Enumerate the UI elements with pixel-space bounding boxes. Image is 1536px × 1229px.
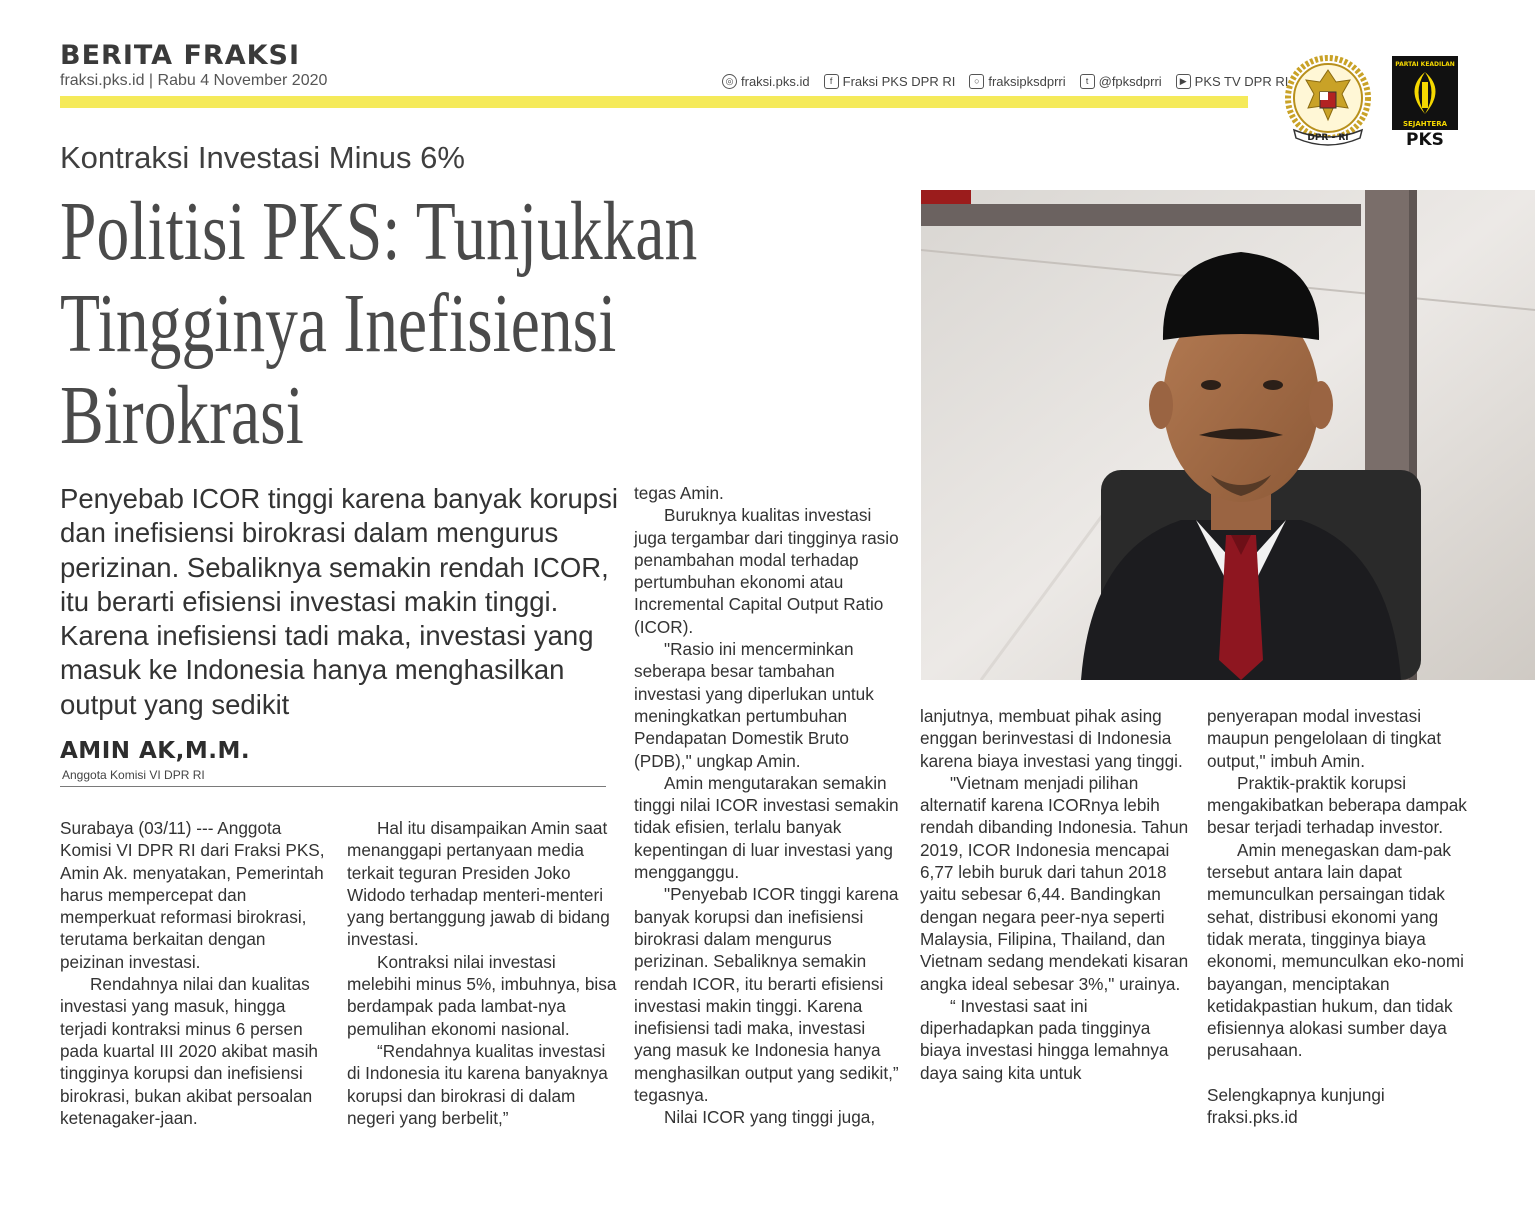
kicker: Kontraksi Investasi Minus 6% [60,140,465,175]
social-label: fraksi.pks.id [741,74,810,89]
brand-title: BERITA FRAKSI [60,40,301,71]
paragraph: Buruknya kualitas investasi juga tergambar dari tingginya rasio penambahan modal terhadap pertumbuhan ekonomi atau Incremental Capital Output Ratio (ICOR). [634,505,899,637]
read-more-link[interactable]: Selengkapnya kunjungi fraksi.pks.id [1207,1084,1385,1128]
portrait-photo [921,190,1535,680]
globe-icon: ◎ [722,74,737,89]
social-facebook[interactable] [824,74,956,89]
paragraph: “Rendahnya kualitas investasi di Indonesia itu karena banyaknya korupsi dan birokrasi di dalam negeri yang berbelit,” [347,1040,608,1128]
paragraph: Amin mengutarakan semakin tinggi nilai ICOR investasi semakin tidak efisien, terlalu banyak kepentingan di luar investasi yang mengganggu. [634,772,899,883]
article-column-2 [347,817,617,1129]
headline-line: Tingginya Inefisiensi [60,277,617,370]
twitter-icon: t [1080,74,1095,89]
author-name: AMIN AK,M.M. [60,738,251,764]
headline-line: Birokrasi [60,369,304,462]
article-column-3 [634,482,904,1129]
pks-logo-bottom: PKS [1406,130,1444,148]
social-web[interactable] [722,74,810,89]
divider [60,786,606,787]
paragraph: "Rasio ini mencerminkan seberapa besar tambahan investasi yang diperlukan untuk meningkatkan pertumbuhan Pendapatan Domestik Bruto (PDB)," ungkap Amin. [634,639,874,771]
paragraph: Surabaya (03/11) --- Anggota Komisi VI DPR RI dari Fraksi PKS, Amin Ak. menyatakan, Pemerintah harus mempercepat dan memperkuat reformasi birokrasi, terutama berkaitan dengan peizinan investasi. [60,818,325,972]
instagram-icon: ○ [969,74,984,89]
dateline: fraksi.pks.id | Rabu 4 November 2020 [60,72,328,89]
paragraph: “ Investasi saat ini diperhadapkan pada tingginya biaya investasi hingga lemahnya daya saing kita untuk [920,995,1169,1083]
pks-logo-mid: SEJAHTERA [1402,120,1448,128]
paragraph: tegas Amin. [634,483,724,503]
paragraph: Amin menegaskan dam-pak tersebut antara lain dapat memunculkan persaingan tidak sehat, distribusi ekonomi yang tidak merata, tingginya biaya ekonomi, memunculkan eko-nomi bayangan, menciptakan ketidakpastian hukum, dan tidak efisiennya alokasi sumber daya perusahaan. [1207,839,1464,1061]
social-label: @fpksdprri [1098,74,1162,89]
author-role: Anggota Komisi VI DPR RI [62,768,205,782]
paragraph: Praktik-praktik korupsi mengakibatkan beberapa dampak besar terjadi terhadap investor. [1207,772,1467,838]
facebook-icon: f [824,74,839,89]
dpr-emblem-text: DPR - RI [1307,133,1349,143]
paragraph: Rendahnya nilai dan kualitas investasi yang masuk, hingga terjadi kontraksi minus 6 persen pada kuartal III 2020 akibat masih tingginya korupsi dan inefisiensi birokrasi, bukan akibat persoalan ketenagaker-jaan. [60,974,318,1128]
article-column-5 [1207,705,1479,1128]
social-label: fraksipksdprri [988,74,1066,89]
paragraph: penyerapan modal investasi maupun pengelolaan di tingkat output," imbuh Amin. [1207,706,1442,771]
paragraph: lanjutnya, membuat pihak asing enggan berinvestasi di Indonesia karena biaya investasi yang tinggi. [920,706,1183,771]
social-instagram[interactable] [969,74,1065,89]
headline [60,185,698,462]
social-label: PKS TV DPR RI [1194,74,1289,89]
paragraph: Kontraksi nilai investasi melebihi minus 5%, imbuhnya, bisa berdampak pada lambat-nya pemulihan ekonomi nasional. [347,951,617,1039]
dpr-ri-emblem-icon [1280,52,1376,150]
article-column-4 [920,705,1192,1084]
pks-logo-icon [1392,56,1458,148]
social-youtube[interactable] [1176,74,1289,89]
social-label: Fraksi PKS DPR RI [842,74,956,89]
paragraph: "Penyebab ICOR tinggi karena banyak korupsi dan inefisiensi birokrasi dalam mengurus perizinan. Sebaliknya semakin rendah ICOR, itu berarti efisiensi investasi makin tinggi. Karena inefisiensi tadi maka, investasi yang masuk ke Indonesia hanya menghasilkan output yang sedikit,” tegasnya. [634,884,899,1106]
paragraph: "Vietnam menjadi pilihan alternatif karena ICORnya lebih rendah dibanding Indonesia. Tahun 2019, ICOR Indonesia mencapai 6,77 lebih buruk dari tahun 2018 yaitu sebesar 6,44. Bandingkan dengan negara peer-nya seperti Malaysia, Filipina, Thailand, dan Vietnam sedang mendekati kisaran angka ideal sebesar 3%," urainya. [920,772,1189,994]
article-column-1 [60,817,332,1129]
accent-bar [60,96,1248,108]
social-links [722,74,1288,89]
lead-quote: Penyebab ICOR tinggi karena banyak korupsi dan inefisiensi birokrasi dalam mengurus perizinan. Sebaliknya semakin rendah ICOR, itu berarti efisiensi investasi makin tinggi. Karena inefisiensi tadi maka, investasi yang masuk ke Indonesia hanya menghasilkan output yang sedikit [60,483,618,720]
social-twitter[interactable] [1080,74,1162,89]
paragraph: Hal itu disampaikan Amin saat menanggapi pertanyaan media terkait teguran Presiden Joko Widodo terhadap menteri-menteri yang bertanggung jawab di bidang investasi. [347,818,610,950]
paragraph: Nilai ICOR yang tinggi juga, [664,1107,876,1128]
headline-line: Politisi PKS: Tunjukkan [60,185,698,278]
pks-logo-top: PARTAI KEADILAN [1395,61,1455,68]
youtube-icon: ▶ [1176,74,1191,89]
